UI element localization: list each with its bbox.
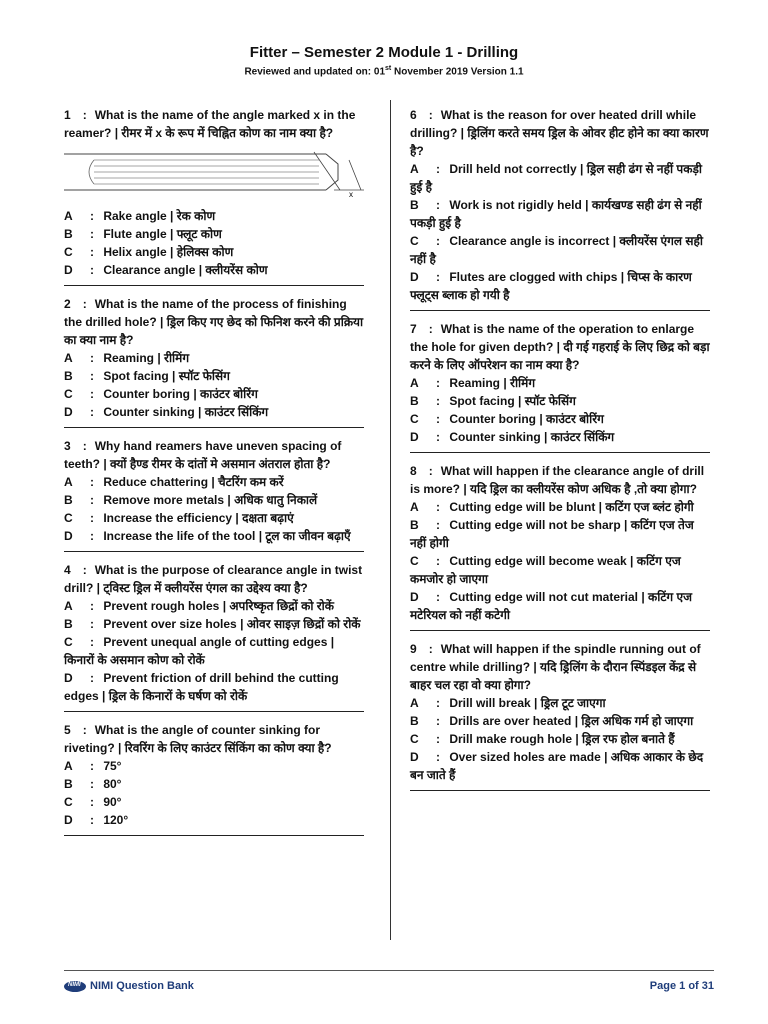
option-a bbox=[64, 597, 364, 615]
option-d bbox=[64, 811, 364, 829]
question-number: 4 bbox=[64, 563, 71, 577]
option-b bbox=[64, 775, 364, 793]
separator: : bbox=[90, 617, 94, 631]
question-block bbox=[410, 640, 710, 791]
option-d bbox=[410, 588, 710, 624]
option-letter: B bbox=[410, 714, 419, 728]
separator: : bbox=[428, 108, 433, 122]
diagram-container bbox=[64, 146, 364, 203]
separator: : bbox=[436, 198, 440, 212]
option-a bbox=[410, 374, 710, 392]
question-label: What is the name of the process of finishing the drilled hole? | ड्रिल किए गए छेद को फिनिश करने की प्रक्रिया का क्या नाम है? bbox=[64, 297, 364, 347]
option-b bbox=[410, 712, 710, 730]
option-text: Clearance angle | क्लीयरेंस कोण bbox=[100, 263, 268, 277]
option-text: Drill will break | ड्रिल टूट जाएगा bbox=[446, 696, 606, 710]
option-text: Cutting edge will become weak | कटिंग एज कमजोर हो जाएगा bbox=[410, 554, 681, 586]
separator: : bbox=[90, 759, 94, 773]
subtitle-text: Reviewed and updated on: 01 bbox=[244, 66, 386, 78]
separator: : bbox=[90, 245, 94, 259]
separator: : bbox=[90, 351, 94, 365]
question-separator bbox=[410, 310, 710, 311]
footer-left-text: NIMI Question Bank bbox=[90, 980, 194, 992]
option-text: Spot facing | स्पॉट फेसिंग bbox=[446, 394, 576, 408]
option-b bbox=[64, 367, 364, 385]
option-letter: A bbox=[64, 209, 73, 223]
question-label: What is the angle of counter sinking for riveting? | रिवरिंग के लिए काउंटर सिंकिंग का कोण क्या है? bbox=[64, 723, 332, 755]
question-number: 3 bbox=[64, 439, 71, 453]
option-letter: C bbox=[410, 732, 419, 746]
option-letter: B bbox=[64, 369, 73, 383]
document-title: Fitter – Semester 2 Module 1 - Drilling bbox=[249, 44, 519, 61]
option-letter: C bbox=[64, 387, 73, 401]
document-subtitle bbox=[0, 65, 768, 77]
option-c bbox=[410, 410, 710, 428]
option-text: Spot facing | स्पॉट फेसिंग bbox=[100, 369, 230, 383]
subtitle-sup: st bbox=[385, 65, 392, 72]
option-text: Work is not rigidly held | कार्यखण्ड सही ढंग से नहीं पकड़ी हुई है bbox=[410, 198, 702, 230]
option-letter: A bbox=[64, 599, 73, 613]
question-separator bbox=[64, 711, 364, 712]
question-block bbox=[64, 561, 364, 712]
option-letter: A bbox=[64, 475, 73, 489]
separator: : bbox=[436, 696, 440, 710]
option-d bbox=[410, 428, 710, 446]
option-text: Increase the efficiency | दक्षता बढ़ाएं bbox=[100, 511, 294, 525]
footer-divider bbox=[64, 970, 714, 971]
option-a bbox=[64, 473, 364, 491]
question-separator bbox=[64, 551, 364, 552]
separator: : bbox=[90, 227, 94, 241]
separator: : bbox=[436, 732, 440, 746]
question-number: 6 bbox=[410, 108, 417, 122]
separator: : bbox=[436, 750, 440, 764]
separator: : bbox=[82, 439, 87, 453]
option-text: Remove more metals | अधिक धातु निकालें bbox=[100, 493, 318, 507]
option-letter: B bbox=[64, 493, 73, 507]
footer-brand bbox=[64, 980, 194, 992]
separator: : bbox=[436, 590, 440, 604]
logo-text: NIMI bbox=[68, 981, 81, 988]
option-text: Counter boring | काउंटर बोरिंग bbox=[446, 412, 604, 426]
question-separator bbox=[64, 835, 364, 836]
option-letter: D bbox=[64, 813, 73, 827]
option-c bbox=[64, 509, 364, 527]
option-letter: A bbox=[64, 759, 73, 773]
option-letter: D bbox=[64, 529, 73, 543]
option-d bbox=[64, 669, 364, 705]
question-block bbox=[410, 320, 710, 453]
option-c bbox=[64, 793, 364, 811]
option-text: Counter boring | काउंटर बोरिंग bbox=[100, 387, 258, 401]
separator: : bbox=[90, 529, 94, 543]
option-b bbox=[64, 491, 364, 509]
option-b bbox=[64, 615, 364, 633]
option-text: Helix angle | हेलिक्स कोण bbox=[100, 245, 234, 259]
option-letter: D bbox=[64, 405, 73, 419]
option-text: Counter sinking | काउंटर सिंकिंग bbox=[100, 405, 269, 419]
option-text: 120° bbox=[100, 813, 129, 827]
question-label: What will happen if the spindle running out of centre while drilling? | यदि ड्रिलिंग के दौरान स्पिंडइल केंद्र से बाहर चल रहा वो क्या होगा? bbox=[410, 642, 701, 692]
column-divider bbox=[390, 100, 391, 940]
separator: : bbox=[436, 554, 440, 568]
option-letter: D bbox=[410, 270, 419, 284]
separator: : bbox=[82, 297, 87, 311]
option-c bbox=[410, 730, 710, 748]
question-text bbox=[64, 561, 364, 597]
option-letter: D bbox=[410, 750, 419, 764]
separator: : bbox=[436, 518, 440, 532]
question-number: 1 bbox=[64, 108, 71, 122]
option-c bbox=[64, 633, 364, 669]
option-text: Drills are over heated | ड्रिल अधिक गर्म हो जाएगा bbox=[446, 714, 694, 728]
question-block bbox=[64, 295, 364, 428]
separator: : bbox=[436, 162, 440, 176]
reamer-diagram bbox=[64, 146, 364, 198]
question-text bbox=[410, 320, 710, 374]
separator: : bbox=[436, 394, 440, 408]
diagram-label: x bbox=[349, 190, 353, 198]
question-label: Why hand reamers have uneven spacing of teeth? | क्यों हैण्ड रीमर के दांतों मे असमान अंतराल होता है? bbox=[64, 439, 342, 471]
separator: : bbox=[436, 714, 440, 728]
option-text: Reduce chattering | चैटरिंग कम करें bbox=[100, 475, 284, 489]
question-text bbox=[64, 295, 364, 349]
option-letter: C bbox=[64, 635, 73, 649]
option-letter: B bbox=[64, 777, 73, 791]
option-c bbox=[410, 552, 710, 588]
question-text bbox=[410, 462, 710, 498]
option-text: Clearance angle is incorrect | क्लीयरेंस एंगल सही नहीं है bbox=[410, 234, 703, 266]
option-letter: B bbox=[410, 518, 419, 532]
question-text bbox=[410, 640, 710, 694]
option-letter: C bbox=[64, 795, 73, 809]
option-text: Rake angle | रेक कोण bbox=[100, 209, 216, 223]
option-text: Prevent rough holes | अपरिष्कृत छिद्रों को रोकें bbox=[100, 599, 334, 613]
option-letter: B bbox=[64, 617, 73, 631]
question-separator bbox=[410, 630, 710, 631]
option-text: Flutes are clogged with chips | चिप्स के कारण फ्लूट्स ब्लाक हो गयी है bbox=[410, 270, 692, 302]
option-letter: C bbox=[410, 412, 419, 426]
separator: : bbox=[436, 234, 440, 248]
option-c bbox=[64, 385, 364, 403]
option-text: 75° bbox=[100, 759, 122, 773]
separator: : bbox=[90, 599, 94, 613]
question-label: What will happen if the clearance angle of drill is more? | यदि ड्रिल का क्लीयरेंस कोण अधिक है ,तो क्या होगा? bbox=[410, 464, 705, 496]
nimi-logo-icon bbox=[64, 981, 86, 992]
option-a bbox=[64, 349, 364, 367]
option-a bbox=[410, 694, 710, 712]
question-number: 9 bbox=[410, 642, 417, 656]
option-text: 80° bbox=[100, 777, 122, 791]
question-text bbox=[64, 721, 364, 757]
separator: : bbox=[82, 108, 87, 122]
option-d bbox=[64, 261, 364, 279]
option-text: Cutting edge will be blunt | कटिंग एज ब्लंट होगी bbox=[446, 500, 694, 514]
separator: : bbox=[428, 642, 433, 656]
option-letter: A bbox=[410, 162, 419, 176]
question-label: What is the name of the angle marked x in the reamer? | रीमर में x के रूप में चिह्नित कोण का नाम क्या है? bbox=[64, 108, 356, 140]
option-letter: A bbox=[410, 500, 419, 514]
option-text: Prevent unequal angle of cutting edges | किनारों के असमान कोण को रोकें bbox=[64, 635, 335, 667]
option-letter: D bbox=[410, 590, 419, 604]
left-column bbox=[64, 106, 364, 845]
separator: : bbox=[90, 813, 94, 827]
option-d bbox=[64, 527, 364, 545]
option-d bbox=[410, 748, 710, 784]
option-text: Cutting edge will not cut material | कटिंग एज मटेरियल को नहीं कटेगी bbox=[410, 590, 693, 622]
question-text bbox=[64, 106, 364, 142]
option-letter: C bbox=[64, 511, 73, 525]
page-number: Page 1 of 31 bbox=[649, 980, 714, 992]
separator: : bbox=[82, 723, 87, 737]
option-text: Increase the life of the tool | टूल का जीवन बढ़ाएँ bbox=[100, 529, 351, 543]
separator: : bbox=[90, 795, 94, 809]
option-text: Counter sinking | काउंटर सिंकिंग bbox=[446, 430, 615, 444]
option-d bbox=[410, 268, 710, 304]
question-separator bbox=[64, 427, 364, 428]
question-text bbox=[64, 437, 364, 473]
option-letter: D bbox=[64, 263, 73, 277]
option-text: Drill held not correctly | ड्रिल सही ढंग से नहीं पकड़ी हुई है bbox=[410, 162, 702, 194]
option-text: Reaming | रीमिंग bbox=[446, 376, 536, 390]
option-letter: B bbox=[64, 227, 73, 241]
option-letter: A bbox=[64, 351, 73, 365]
question-separator bbox=[410, 452, 710, 453]
question-label: What is the name of the operation to enlarge the hole for given depth? | दी गई गहराई के लिए छिद्र को बड़ा करने के लिए ऑपरेशन का नाम क्या है? bbox=[410, 322, 710, 372]
option-text: Drill make rough hole | ड्रिल रफ होल बनाते हैं bbox=[446, 732, 675, 746]
option-letter: C bbox=[410, 234, 419, 248]
separator: : bbox=[90, 493, 94, 507]
option-text: Reaming | रीमिंग bbox=[100, 351, 190, 365]
question-block bbox=[410, 106, 710, 311]
separator: : bbox=[428, 322, 433, 336]
option-text: Flute angle | फ्लूट कोण bbox=[100, 227, 222, 241]
question-block bbox=[410, 462, 710, 631]
separator: : bbox=[90, 671, 94, 685]
separator: : bbox=[82, 563, 87, 577]
separator: : bbox=[90, 475, 94, 489]
separator: : bbox=[428, 464, 433, 478]
separator: : bbox=[436, 430, 440, 444]
subtitle-text-end: November 2019 Version 1.1 bbox=[391, 66, 524, 78]
question-separator bbox=[410, 790, 710, 791]
page-header bbox=[0, 44, 768, 77]
option-text: Prevent over size holes | ओवर साइज़ छिद्रों को रोकें bbox=[100, 617, 361, 631]
separator: : bbox=[436, 376, 440, 390]
option-text: Over sized holes are made | अधिक आकार के छेद बन जाते हैं bbox=[410, 750, 704, 782]
right-column bbox=[410, 106, 710, 800]
option-letter: A bbox=[410, 376, 419, 390]
question-block bbox=[64, 106, 364, 286]
question-number: 5 bbox=[64, 723, 71, 737]
option-b bbox=[410, 196, 710, 232]
separator: : bbox=[90, 405, 94, 419]
option-letter: A bbox=[410, 696, 419, 710]
separator: : bbox=[90, 387, 94, 401]
option-c bbox=[410, 232, 710, 268]
question-number: 8 bbox=[410, 464, 417, 478]
separator: : bbox=[90, 209, 94, 223]
option-letter: B bbox=[410, 198, 419, 212]
option-b bbox=[64, 225, 364, 243]
separator: : bbox=[436, 412, 440, 426]
question-number: 2 bbox=[64, 297, 71, 311]
option-a bbox=[64, 757, 364, 775]
question-block bbox=[64, 721, 364, 836]
option-b bbox=[410, 392, 710, 410]
option-text: Prevent friction of drill behind the cutting edges | ड्रिल के किनारों के घर्षण को रोकें bbox=[64, 671, 339, 703]
question-separator bbox=[64, 285, 364, 286]
option-letter: D bbox=[410, 430, 419, 444]
option-text: Cutting edge will not be sharp | कटिंग एज तेज नहीं होगी bbox=[410, 518, 694, 550]
separator: : bbox=[436, 270, 440, 284]
option-a bbox=[410, 498, 710, 516]
question-text bbox=[410, 106, 710, 160]
question-block bbox=[64, 437, 364, 552]
option-a bbox=[410, 160, 710, 196]
option-letter: B bbox=[410, 394, 419, 408]
option-letter: C bbox=[64, 245, 73, 259]
question-label: What is the reason for over heated drill while drilling? | ड्रिलिंग करते समय ड्रिल के ओवर हीट होने का क्या कारण है? bbox=[410, 108, 709, 158]
option-text: 90° bbox=[100, 795, 122, 809]
separator: : bbox=[90, 635, 94, 649]
separator: : bbox=[90, 263, 94, 277]
option-letter: C bbox=[410, 554, 419, 568]
separator: : bbox=[90, 777, 94, 791]
separator: : bbox=[90, 369, 94, 383]
option-b bbox=[410, 516, 710, 552]
question-label: What is the purpose of clearance angle in twist drill? | ट्विस्ट ड्रिल में क्लीयरेंस एंगल का उद्देश्य क्या है? bbox=[64, 563, 363, 595]
option-c bbox=[64, 243, 364, 261]
option-a bbox=[64, 207, 364, 225]
option-letter: D bbox=[64, 671, 73, 685]
separator: : bbox=[90, 511, 94, 525]
separator: : bbox=[436, 500, 440, 514]
option-d bbox=[64, 403, 364, 421]
question-number: 7 bbox=[410, 322, 417, 336]
